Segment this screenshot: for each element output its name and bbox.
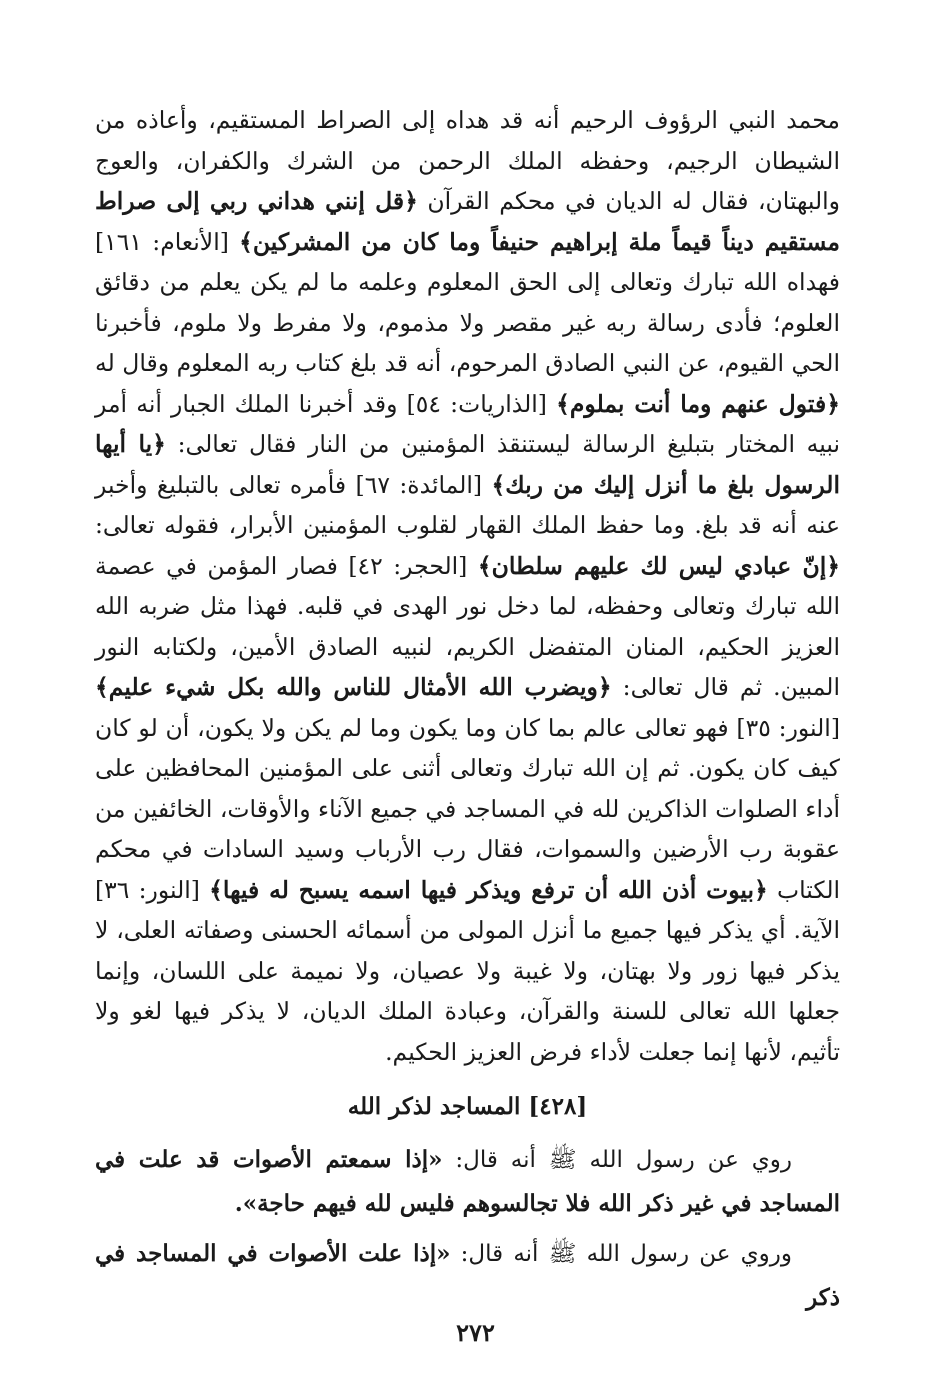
body-text: محمد النبي الرؤوف الرحيم أنه قد هداه إلى الصراط المستقيم، وأعاذه من الشيطان الرجيم، وحفظه الملك الرحمن من الشرك والكفران، والعوج والبهتان، فقال له الديان في محكم القرآن — [95, 106, 841, 215]
hadith-text: «إذا سمعتم الأصوات قد علت في المساجد في غير ذكر الله فلا تجالسوهم فليس لله فيهم حاجة». — [95, 1146, 840, 1217]
body-text: [الحجر: ٤٢] فصار المؤمن في عصمة الله تبارك وتعالى وحفظه، لما دخل نور الهدى في قلبه. فهذا مثل ضربه الله العزيز الحكيم، المنان المتفضل الكريم، لنبيه الصادق الأمين، ولكتابه النور المبين. ثم قال تعالى: — [95, 551, 840, 701]
body-text: [الأنعام: ١٦١] فهداه الله تبارك وتعالى إلى الحق المعلوم وعلمه ما لم يكن يعلم من دقائق العلوم؛ فأدى رسالة ربه غير مقصر ولا مذموم، ولا مفرط ولا ملوم، فأخبرنا الحي القيوم، عن النبي الصادق المرحوم، أنه قد بلغ كتاب ربه المعلوم وقال له — [95, 227, 840, 377]
body-text: [المائدة: ٦٧] فأمره تعالى بالتبليغ وأخبر عنه أنه قد بلغ. وما حفظ الملك القهار لقلوب المؤمنين الأبرار، فقوله تعالى: — [95, 470, 840, 539]
quran-verse: ﴿ويضرب الله الأمثال للناس والله بكل شيء عليم﴾ — [95, 673, 612, 701]
hadith-paragraph — [95, 1138, 840, 1226]
body-text: [النور: ٣٦] الآية. أي يذكر فيها جميع ما أنزل المولى من أسمائه الحسنى وصفاته العلى، لا يذكر فيها زور ولا بهتان، ولا غيبة ولا عصيان، ولا نميمة على اللسان، وإنما جعلها الله تعالى للسنة والقرآن، وعبادة الملك الديان، لا يذكر فيها لغو ولا تأثيم، لأنها إنما جعلت لأداء فرض العزيز الحكيم. — [95, 875, 840, 1066]
quran-verse: ﴿يا أيها الرسول بلغ ما أنزل إليك من ربك﴾ — [95, 430, 840, 499]
page-number: ٢٧٢ — [456, 1318, 495, 1347]
main-paragraph — [95, 100, 840, 1072]
book-page — [95, 100, 840, 1330]
hadith-text: «إذا علت الأصوات في المساجد في ذكر — [95, 1240, 840, 1311]
body-text: [النور: ٣٥] فهو تعالى عالم بما كان وما يكون وما لم يكن ولا يكون، أن لو كان كيف كان يكون. ثم إن الله تبارك وتعالى أثنى على المؤمنين المحافظين على أداء الصلوات الذاكرين لله في المساجد في جميع الآناء والأوقات، الخائفين من عقوبة رب الأرضين والسموات، فقال رب الأرباب وسيد السادات في محكم الكتاب — [95, 713, 841, 904]
body-text: [الذاريات: ٥٤] وقد أخبرنا الملك الجبار أنه أمر نبيه المختار بتبليغ الرسالة ليستنقذ المؤمنين من النار فقال تعالى: — [95, 389, 841, 458]
hadith-paragraph — [95, 1232, 840, 1320]
hadith-intro: وروي عن رسول الله ﷺ أنه قال: — [450, 1241, 792, 1267]
quran-verse: ﴿قل إنني هداني ربي إلى صراط مستقيم ديناً قيماً ملة إبراهيم حنيفاً وما كان من المشركين﴾ — [95, 187, 841, 256]
quran-verse: ﴿بيوت أذن الله أن ترفع ويذكر فيها اسمه يسبح له فيها﴾ — [209, 875, 768, 904]
quran-verse: ﴿إنّ عبادي ليس لك عليهم سلطان﴾ — [477, 551, 840, 580]
quran-verse: ﴿فتول عنهم وما أنت بملوم﴾ — [556, 389, 840, 418]
hadith-intro: روي عن رسول الله ﷺ أنه قال: — [442, 1147, 793, 1173]
section-heading: [٤٢٨] المساجد لذكر الله — [347, 1093, 588, 1120]
